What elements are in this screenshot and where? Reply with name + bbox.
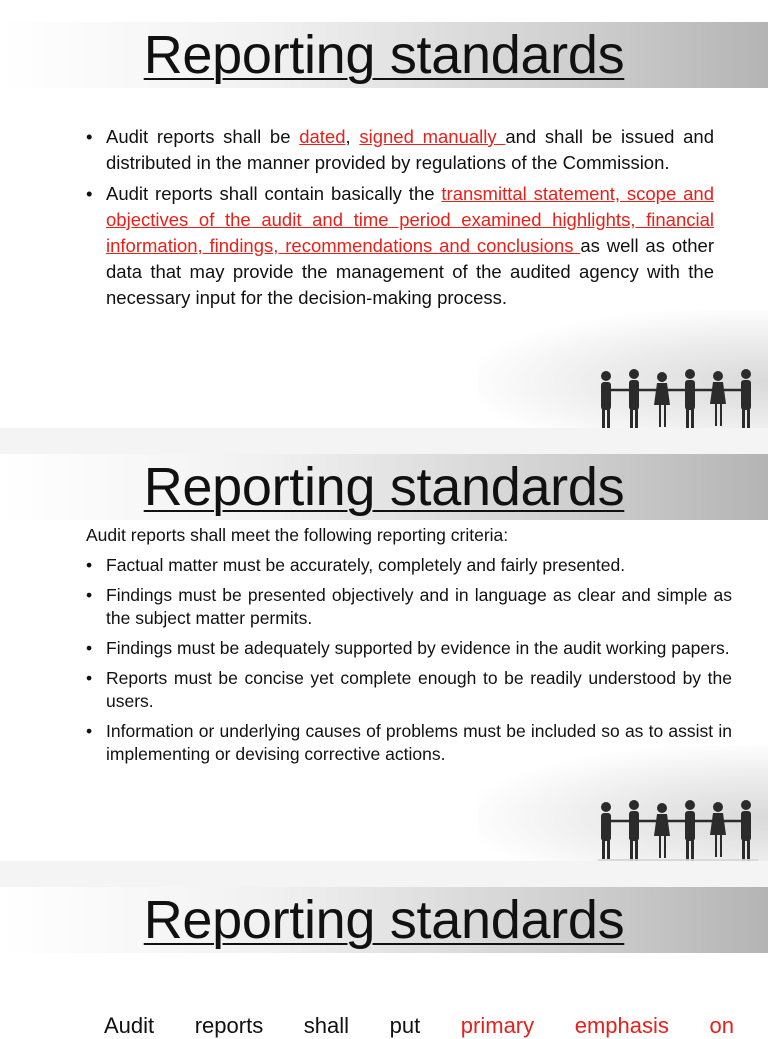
slide-1 <box>0 0 768 428</box>
bullet-icon: • <box>86 638 93 658</box>
slide-gap <box>0 428 768 454</box>
text-run: Audit reports shall contain basically the <box>106 183 442 204</box>
bullet-icon: • <box>86 668 93 688</box>
partial-text-line <box>104 1013 734 1039</box>
bullet-icon: • <box>86 183 93 204</box>
list-item <box>84 554 732 577</box>
text-run: as well as other data that may provide the management of the audited agency with the necessary input for the decision-making process. <box>106 235 714 308</box>
highlight-text: emphasis <box>574 1013 669 1038</box>
list-item-text: Reports must be concise yet complete enough to be readily understood by the users. <box>106 668 732 711</box>
bullet-icon: • <box>86 555 93 575</box>
people-chain-graphic <box>588 793 768 863</box>
list-item <box>84 181 714 311</box>
highlight-text: primary <box>460 1013 535 1038</box>
slide-3 <box>0 861 768 1038</box>
text-run: and shall be issued and distributed in the manner provided by regulations of the Commission. <box>106 126 714 173</box>
bullet-list <box>84 124 714 316</box>
slide-gap <box>0 861 768 887</box>
slide-title: Reporting standards <box>143 25 625 85</box>
bullet-icon: • <box>86 126 93 147</box>
highlight-text: signed manually <box>359 126 506 147</box>
slide-title: Reporting standards <box>143 457 625 517</box>
list-item-text: Findings must be presented objectively and in language as clear and simple as the subject matter permits. <box>106 585 732 628</box>
list-item-text: Factual matter must be accurately, completely and fairly presented. <box>106 555 626 575</box>
highlight-text: transmittal statement, scope and objectives of the audit and time period examined highlights, financial information, findings, recommendations and conclusions <box>106 183 715 256</box>
bullet-icon: • <box>86 585 93 605</box>
bullet-icon: • <box>86 721 93 741</box>
highlight-text: on <box>709 1013 734 1038</box>
list-item <box>84 637 732 660</box>
list-item <box>84 584 732 630</box>
text-word: reports <box>194 1013 264 1038</box>
text-word: Audit <box>104 1013 155 1038</box>
slide-2 <box>0 428 768 861</box>
people-chain-graphic <box>588 362 768 432</box>
list-item <box>84 667 732 713</box>
slide-title: Reporting standards <box>143 890 625 950</box>
list-item <box>84 124 714 176</box>
text-run: , <box>345 126 360 147</box>
list-item-text: Findings must be adequately supported by evidence in the audit working papers. <box>106 638 730 658</box>
text-word: put <box>389 1013 421 1038</box>
intro-text: Audit reports shall meet the following reporting criteria: <box>86 525 509 545</box>
bullet-list <box>84 554 732 773</box>
list-item-text: Information or underlying causes of problems must be included so as to assist in implementing or devising corrective actions. <box>106 721 732 764</box>
text-word: shall <box>303 1013 350 1038</box>
text-run: Audit reports shall be <box>106 126 300 147</box>
highlight-text: dated <box>299 126 346 147</box>
